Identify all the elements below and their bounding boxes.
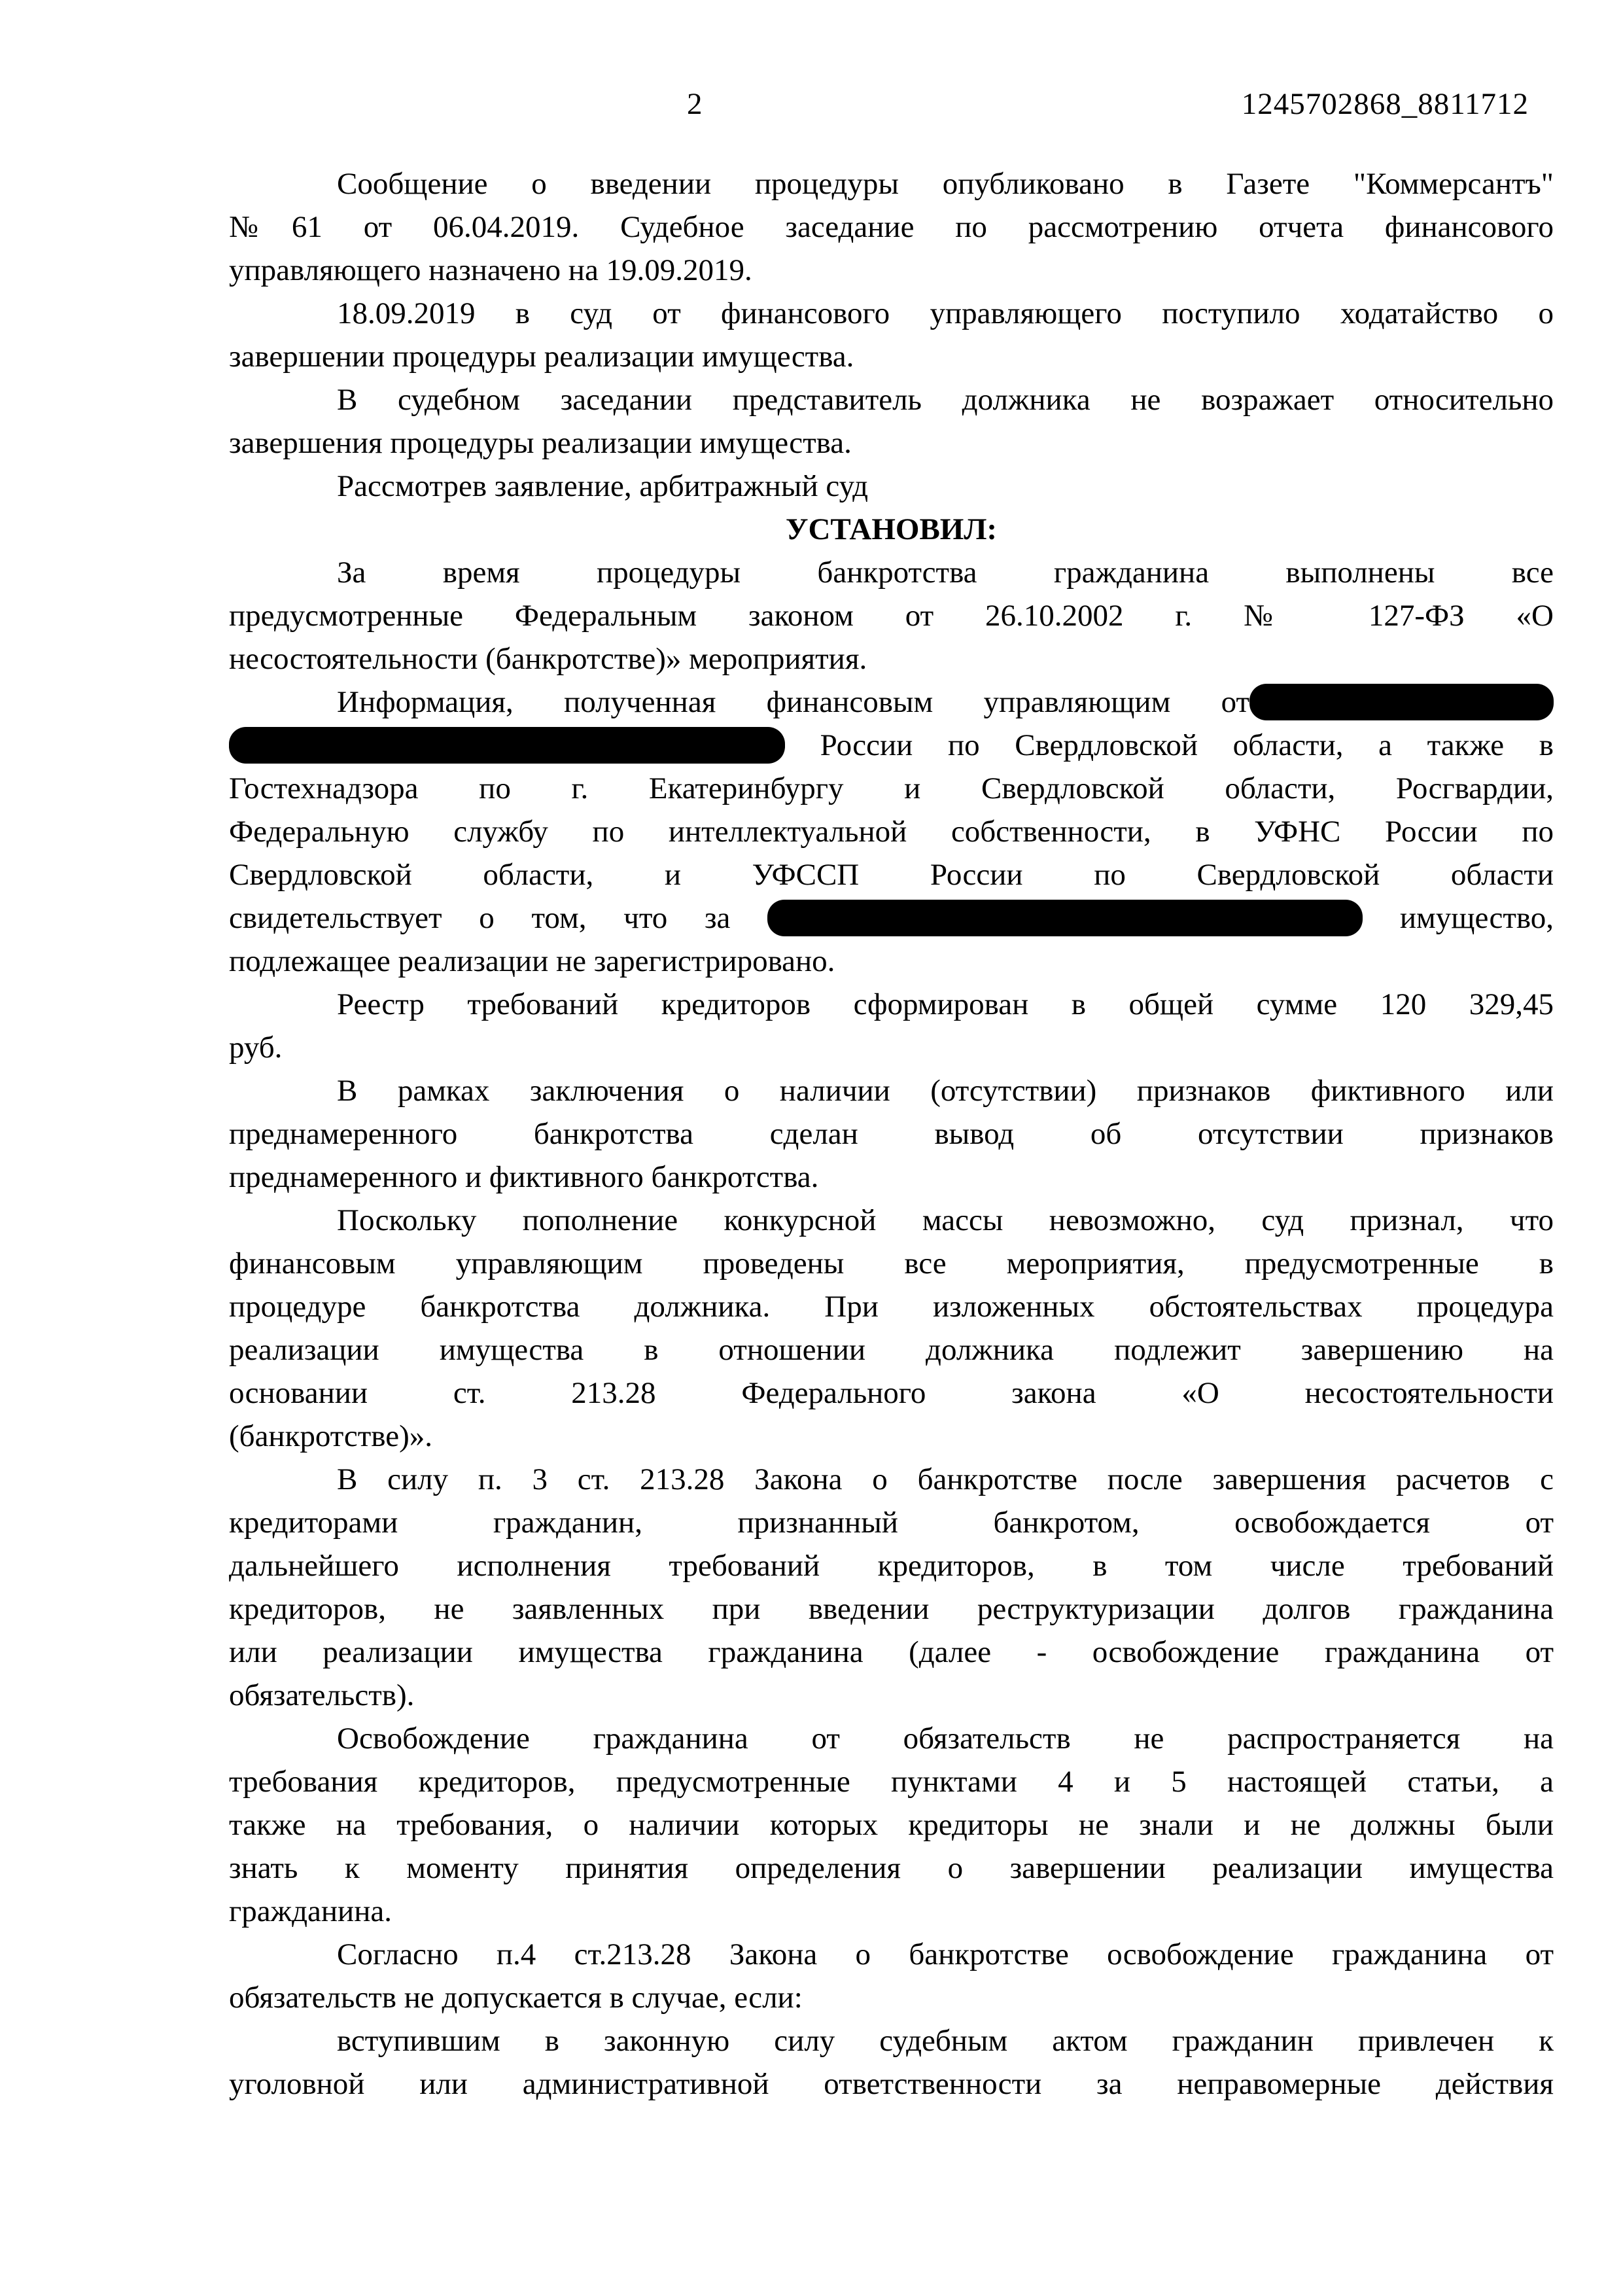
text-line: №61 от 06.04.2019. Судебное заседание по рассмотрению отчета финансового [229, 210, 1554, 244]
text-line: Информация, полученная финансовым управляющим от [229, 680, 1554, 724]
document-body [229, 162, 1554, 2106]
text-line: преднамеренного банкротства сделан вывод об отсутствии признаков [229, 1117, 1554, 1151]
redaction-bar [1249, 684, 1554, 720]
text-line: руб. [229, 1031, 283, 1065]
text-line: уголовной или административной ответственности за неправомерные действия [229, 2067, 1554, 2101]
page-header [229, 82, 1554, 126]
text-line: процедуре банкротства должника. При изложенных обстоятельствах процедура [229, 1290, 1554, 1324]
text-line: финансовым управляющим проведены все мероприятия, предусмотренные в [229, 1246, 1554, 1280]
page-number: 2 [687, 87, 703, 121]
text-line: Рассмотрев заявление, арбитражный суд [337, 469, 869, 503]
text-line: Сообщение о введении процедуры опубликовано в Газете "Коммерсантъ" [337, 167, 1554, 201]
text-line: обязательств). [229, 1678, 415, 1712]
text-line: основании ст. 213.28 Федерального закона «О несостоятельности [229, 1376, 1554, 1410]
document-id: 1245702868_8811712 [1241, 87, 1529, 121]
text-line: также на требования, о наличии которых кредиторы не знали и не должны были [229, 1808, 1554, 1842]
text-line: преднамеренного и фиктивного банкротства. [229, 1160, 819, 1194]
text-line: предусмотренные Федеральным законом от 26.10.2002 г. № 127-ФЗ «О [229, 599, 1554, 633]
text-line: Федеральную службу по интеллектуальной собственности, в УФНС России по [229, 815, 1554, 849]
text-line: знать к моменту принятия определения о завершении реализации имущества [229, 1851, 1554, 1885]
text-line: подлежащее реализации не зарегистрировано. [229, 944, 835, 978]
text-line: свидетельствует о том, что за имущество, [229, 901, 1554, 935]
text-line: управляющего назначено на 19.09.2019. [229, 253, 752, 287]
text-line: Поскольку пополнение конкурсной массы невозможно, суд признал, что [337, 1203, 1554, 1237]
text-line: 18.09.2019 в суд от финансового управляющего поступило ходатайство о [337, 296, 1554, 330]
text-line: Свердловской области, и УФССП России по Свердловской области [229, 858, 1554, 892]
redaction-bar [229, 727, 785, 764]
text-line: гражданина. [229, 1894, 392, 1928]
text-line: Реестр требований кредиторов сформирован в общей сумме 120 329,45 [337, 987, 1554, 1021]
text-line: Согласно п.4 ст.213.28 Закона о банкротстве освобождение гражданина от [337, 1937, 1554, 1971]
text-line: обязательств не допускается в случае, если: [229, 1981, 803, 2015]
text-line: вступившим в законную силу судебным актом гражданин привлечен к [337, 2024, 1554, 2058]
text-line: несостоятельности (банкротстве)» мероприятия. [229, 642, 867, 676]
text-line: Гостехнадзора по г. Екатеринбургу и Свердловской области, Росгвардии, [229, 771, 1554, 805]
text-line: В судебном заседании представитель должника не возражает относительно [337, 383, 1554, 417]
text-line: В силу п. 3 ст. 213.28 Закона о банкротстве после завершения расчетов с [337, 1462, 1554, 1496]
text-line: завершения процедуры реализации имущества. [229, 426, 852, 460]
text-line: (банкротстве)». [229, 1419, 432, 1453]
text-line: дальнейшего исполнения требований кредиторов, в том числе требований [229, 1549, 1554, 1583]
redaction-bar [767, 900, 1363, 936]
text-line: реализации имущества в отношении должника подлежит завершению на [229, 1333, 1554, 1367]
text-line: кредиторов, не заявленных при введении реструктуризации долгов гражданина [229, 1592, 1554, 1626]
text-line: требования кредиторов, предусмотренные пунктами 4 и 5 настоящей статьи, а [229, 1765, 1554, 1799]
court-ruling-heading: УСТАНОВИЛ: [785, 512, 998, 546]
text-line: завершении процедуры реализации имущества. [229, 340, 854, 374]
text-line: или реализации имущества гражданина (далее - освобождение гражданина от [229, 1635, 1554, 1669]
text-line: России по Свердловской области, а также в [229, 724, 1554, 767]
text-line: За время процедуры банкротства гражданина выполнены все [337, 556, 1554, 590]
text-line: кредиторами гражданин, признанный банкротом, освобождается от [229, 1506, 1554, 1540]
text-line: Освобождение гражданина от обязательств не распространяется на [337, 1722, 1554, 1756]
text-line: В рамках заключения о наличии (отсутствии) признаков фиктивного или [337, 1074, 1554, 1108]
